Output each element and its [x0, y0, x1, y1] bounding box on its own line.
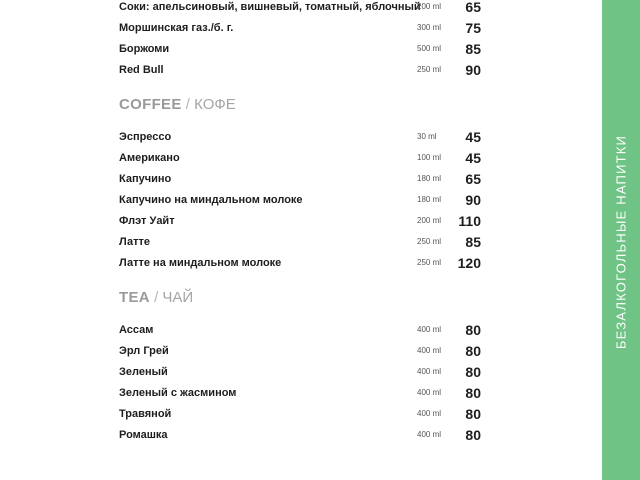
- menu-item: [119, 60, 481, 80]
- item-price: 80: [465, 322, 481, 338]
- coffee-title-separator: /: [181, 96, 195, 113]
- item-price: 75: [465, 20, 481, 36]
- item-volume: 400 ml: [417, 409, 442, 418]
- menu-item: [119, 148, 481, 168]
- item-volume: 30 ml: [417, 132, 437, 141]
- item-price: 85: [465, 234, 481, 250]
- item-volume: 400 ml: [417, 325, 442, 334]
- item-price: 45: [465, 129, 481, 145]
- category-side-label: БЕЗАЛКОГОЛЬНЫЕ НАПИТКИ: [613, 134, 629, 350]
- menu-item: [119, 383, 481, 403]
- tea-title-ru: ЧАЙ: [162, 289, 194, 306]
- item-volume: 250 ml: [417, 237, 442, 246]
- item-volume: 400 ml: [417, 430, 442, 439]
- menu-item: [119, 320, 481, 340]
- item-price: 85: [465, 41, 481, 57]
- item-name: Капучино: [119, 173, 172, 185]
- menu-item: [119, 18, 481, 38]
- item-price: 65: [465, 0, 481, 15]
- menu-item: [119, 341, 481, 361]
- item-name: Латте: [119, 236, 151, 248]
- item-volume: 180 ml: [417, 174, 442, 183]
- item-price: 90: [465, 192, 481, 208]
- item-name: Эспрессо: [119, 131, 172, 143]
- tea-title-en: TEA: [119, 289, 150, 306]
- item-volume: 400 ml: [417, 367, 442, 376]
- menu-item: [119, 253, 481, 273]
- menu-item: [119, 425, 481, 445]
- item-name: Моршинская газ./б. г.: [119, 22, 234, 34]
- item-price: 45: [465, 150, 481, 166]
- item-name: Боржоми: [119, 43, 170, 55]
- item-volume: 250 ml: [417, 258, 442, 267]
- item-volume: 100 ml: [417, 153, 442, 162]
- menu-item: [119, 39, 481, 59]
- tea-heading: [119, 288, 193, 308]
- item-price: 110: [458, 213, 481, 229]
- item-volume: 400 ml: [417, 346, 442, 355]
- item-name: Латте на миндальном молоке: [119, 257, 282, 269]
- menu-item: [119, 211, 481, 231]
- item-volume: 400 ml: [417, 388, 442, 397]
- item-name: Зеленый: [119, 366, 168, 378]
- menu-item: [119, 190, 481, 210]
- item-volume: 500 ml: [417, 44, 442, 53]
- item-name: Ассам: [119, 324, 154, 336]
- item-name: Соки: апельсиновый, вишневый, томатный, яблочный: [119, 1, 421, 13]
- menu-item: [119, 362, 481, 382]
- coffee-heading: [119, 95, 236, 115]
- item-price: 120: [457, 255, 481, 271]
- item-price: 90: [465, 62, 481, 78]
- menu-item: [119, 0, 481, 17]
- item-price: 80: [465, 364, 481, 380]
- item-price: 80: [465, 385, 481, 401]
- item-price: 80: [465, 343, 481, 359]
- item-name: Травяной: [119, 408, 172, 420]
- item-name: Зеленый с жасмином: [119, 387, 237, 399]
- coffee-title-en: COFFEE: [119, 96, 182, 113]
- item-name: Флэт Уайт: [119, 215, 175, 227]
- item-price: 80: [465, 427, 481, 443]
- tea-title-separator: /: [149, 289, 163, 306]
- item-volume: 250 ml: [417, 65, 442, 74]
- item-volume: 180 ml: [417, 195, 442, 204]
- item-price: 80: [465, 406, 481, 422]
- menu-item: [119, 404, 481, 424]
- item-name: Red Bull: [119, 64, 164, 76]
- menu-item: [119, 127, 481, 147]
- menu-item: [119, 232, 481, 252]
- item-volume: 300 ml: [417, 23, 442, 32]
- item-name: Американо: [119, 152, 180, 164]
- item-volume: 200 ml: [417, 2, 442, 11]
- coffee-title-ru: КОФЕ: [194, 96, 236, 113]
- item-name: Капучино на миндальном молоке: [119, 194, 303, 206]
- item-name: Эрл Грей: [119, 345, 169, 357]
- item-volume: 200 ml: [417, 216, 442, 225]
- item-name: Ромашка: [119, 429, 168, 441]
- menu-item: [119, 169, 481, 189]
- item-price: 65: [465, 171, 481, 187]
